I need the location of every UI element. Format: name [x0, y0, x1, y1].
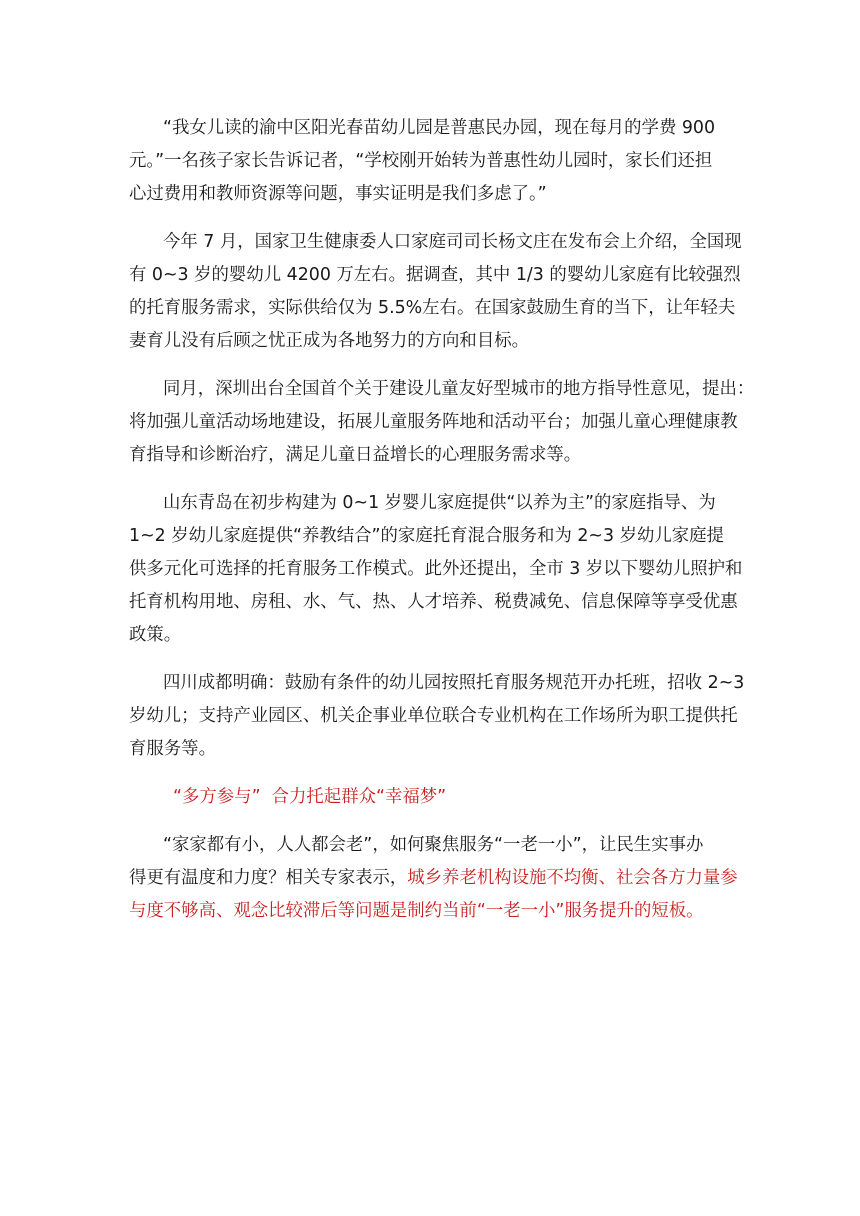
- text-line: 政策。: [129, 625, 182, 645]
- text-line: 将加强儿童活动场地建设，拓展儿童服务阵地和活动平台；加强儿童心理健康教: [129, 412, 738, 432]
- text-line: 元。”一名孩子家长告诉记者，“学校刚开始转为普惠性幼儿园时，家长们还担: [129, 151, 713, 171]
- text-line: 托育机构用地、房租、水、气、热、人才培养、税费减免、信息保障等享受优惠: [129, 592, 738, 612]
- paragraph-chengdu: [129, 667, 745, 766]
- highlighted-text: 城乡养老机构设施不均衡、社会各方力量参: [407, 868, 738, 888]
- text-line: 1~2 岁幼儿家庭提供“养教结合”的家庭托育混合服务和为 2~3 岁幼儿家庭提: [129, 526, 724, 546]
- text-line: 岁幼儿；支持产业园区、机关企事业单位联合专业机构在工作场所为职工提供托: [129, 706, 738, 726]
- text-line: 的托育服务需求，实际供给仅为 5.5%左右。在国家鼓励生育的当下，让年轻夫: [129, 298, 736, 318]
- highlighted-text: 与度不够高、观念比较滞后等问题是制约当前“一老一小”服务提升的短板。: [129, 901, 704, 921]
- paragraph-qingdao: [129, 487, 743, 652]
- section-heading: “多方参与” 合力托起群众“幸福梦”: [173, 787, 447, 807]
- text-line: 心过费用和教师资源等问题，事实证明是我们多虑了。”: [129, 184, 547, 204]
- text-line: 今年 7 月，国家卫生健康委人口家庭司司长杨文庄在发布会上介绍，全国现: [163, 232, 742, 252]
- paragraph-expert-opinion: [129, 829, 738, 928]
- text-line: 四川成都明确：鼓励有条件的幼儿园按照托育服务规范开办托班，招收 2~3: [163, 673, 745, 693]
- text-line: “家家都有小，人人都会老”，如何聚焦服务“一老一小”，让民生实事办: [163, 835, 704, 855]
- text-line: [129, 862, 738, 895]
- paragraph-parent-quote: [129, 112, 731, 211]
- text-line: 供多元化可选择的托育服务工作模式。此外还提出，全市 3 岁以下婴幼儿照护和: [129, 559, 743, 579]
- text-line: 同月，深圳出台全国首个关于建设儿童友好型城市的地方指导性意见，提出：: [163, 379, 755, 399]
- paragraph-national-statistics: [129, 226, 742, 358]
- document-page: [129, 112, 755, 928]
- paragraph-shenzhen: [129, 373, 755, 472]
- text-line: “我女儿读的渝中区阳光春苗幼儿园是普惠民办园，现在每月的学费 900: [163, 118, 716, 138]
- text-line: 有 0~3 岁的婴幼儿 4200 万左右。据调查，其中 1/3 的婴幼儿家庭有比较强烈: [129, 265, 741, 285]
- text-line: 妻育儿没有后顾之忧正成为各地努力的方向和目标。: [129, 331, 529, 351]
- text-line: 山东青岛在初步构建为 0~1 岁婴儿家庭提供“以养为主”的家庭指导、为: [163, 493, 716, 513]
- text-segment: 得更有温度和力度？相关专家表示，: [129, 868, 408, 888]
- text-line: 育服务等。: [129, 739, 216, 759]
- text-line: 育指导和诊断治疗，满足儿童日益增长的心理服务需求等。: [129, 445, 582, 465]
